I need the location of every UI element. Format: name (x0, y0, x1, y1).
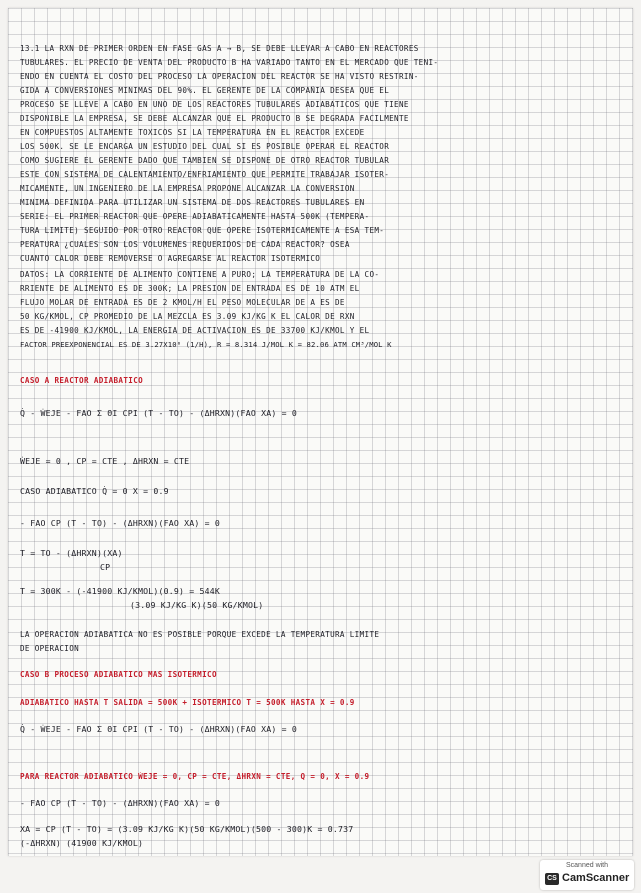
problem-statement-line-5: PROCESO SE LLEVE A CABO EN UNO DE LOS REACTORES TUBULARES ADIABATICOS QUE TIENE (20, 100, 409, 109)
data-line-5: ES DE -41900 KJ/KMOL, LA ENERGIA DE ACTIVACION ES DE 33700 KJ/KMOL Y EL (20, 326, 370, 335)
temperature-calculation-denominator: (3.09 KJ/KG K)(50 KG/KMOL) (130, 600, 264, 610)
camscanner-watermark (540, 860, 634, 890)
data-line-6: FACTOR PREEXPONENCIAL ES DE 3.27X10⁶ (1/H), R = 8.314 J/MOL K = 82.06 ATM CM³/MOL K (20, 340, 392, 349)
data-line-3: FLUJO MOLAR DE ENTRADA ES DE 2 KMOL/H EL PESO MOLECULAR DE A ES DE (20, 298, 345, 307)
assumptions-line: ẆEJE = 0 , CP = CTE , ΔHRXN = CTE (20, 456, 190, 466)
case-b-strategy: ADIABATICO HASTA T SALIDA = 500K + ISOTERMICO T = 500K HASTA X = 0.9 (20, 698, 355, 707)
problem-statement-line-6: DISPONIBLE LA EMPRESA, SE DEBE ALCANZAR QUE EL PRODUCTO B SE DEGRADA FACILMENTE (20, 114, 409, 123)
adiabatic-case-conditions: CASO ADIABATICO Q̇ = 0 X = 0.9 (20, 486, 169, 496)
scanner-brand: CamScanner (562, 872, 630, 884)
temperature-formula: T = TO - (ΔHRXN)(XA) (20, 548, 123, 558)
simplified-balance-equation-b: - FAO CP (T - TO) - (ΔHRXN)(FAO XA) = 0 (20, 798, 221, 808)
conclusion-line-1: LA OPERACION ADIABATICA NO ES POSIBLE PORQUE EXCEDE LA TEMPERATURA LIMITE (20, 630, 380, 639)
camscanner-logo-icon: CS (545, 873, 559, 885)
temperature-calculation: T = 300K - (-41900 KJ/KMOL)(0.9) = 544K (20, 586, 221, 596)
problem-statement-line-14: TURA LIMITE) SEGUIDO POR OTRO REACTOR QUE OPERE ISOTERMICAMENTE A ESA TEM- (20, 226, 385, 235)
energy-balance-equation-b: Q̇ - ẆEJE - FAO Σ ΘI CPI (T - TO) - (ΔHRXN)(FAO XA) = 0 (20, 724, 297, 734)
data-line-2: RRIENTE DE ALIMENTO ES DE 300K; LA PRESION DE ENTRADA ES DE 10 ATM EL (20, 284, 360, 293)
simplified-balance-equation: - FAO CP (T - TO) - (ΔHRXN)(FAO XA) = 0 (20, 518, 221, 528)
data-line-4: 50 KG/KMOL, CP PROMEDIO DE LA MEZCLA ES 3.09 KJ/KG K EL CALOR DE RXN (20, 312, 355, 321)
conclusion-line-2: DE OPERACION (20, 644, 80, 653)
case-a-heading: CASO A REACTOR ADIABATICO (20, 376, 144, 385)
problem-statement-line-3: ENDO EN CUENTA EL COSTO DEL PROCESO LA OPERACION DEL REACTOR SE HA VISTO RESTRIN- (20, 72, 419, 81)
problem-statement-line-8: LOS 500K. SE LE ENCARGA UN ESTUDIO DEL CUAL SI ES POSIBLE OPERAR EL REACTOR (20, 142, 390, 151)
conversion-calculation: XA = CP (T - TO) = (3.09 KJ/KG K)(50 KG/KMOL)(500 - 300)K = 0.737 (20, 824, 354, 834)
energy-balance-equation: Q̇ - ẆEJE - FAO Σ ΘI CPI (T - TO) - (ΔHRXN)(FAO XA) = 0 (20, 408, 297, 418)
problem-statement-line-9: COMO SUGIERE EL GERENTE DADO QUE TAMBIEN SE DISPONE DE OTRO REACTOR TUBULAR (20, 156, 390, 165)
problem-statement-line-16: CUANTO CALOR DEBE REMOVERSE O AGREGARSE AL REACTOR ISOTERMICO (20, 254, 321, 263)
problem-statement-line-15: PERATURA ¿CUALES SON LOS VOLUMENES REQUERIDOS DE CADA REACTOR? OSEA (20, 240, 350, 249)
problem-statement-line-2: TUBULARES. EL PRECIO DE VENTA DEL PRODUCTO B HA VARIADO TANTO EN EL MERCADO QUE TENI- (20, 58, 439, 67)
scanner-caption: Scanned with (565, 862, 609, 869)
problem-statement-line-12: MINIMA DEFINIDA PARA UTILIZAR UN SISTEMA DE DOS REACTORES TUBULARES EN (20, 198, 365, 207)
problem-statement-line-13: SERIE: EL PRIMER REACTOR QUE OPERE ADIABATICAMENTE HASTA 500K (TEMPERA- (20, 212, 370, 221)
problem-statement-line-1: 13.1 LA RXN DE PRIMER ORDEN EN FASE GAS A → B, SE DEBE LLEVAR A CABO EN REACTORES (20, 44, 419, 53)
case-b-heading: CASO B PROCESO ADIABATICO MAS ISOTERMICO (20, 670, 217, 679)
problem-statement-line-4: GIDA A CONVERSIONES MINIMAS DEL 90%. EL GERENTE DE LA COMPAÑIA DESEA QUE EL (20, 86, 390, 95)
conversion-calculation-denominator: (-ΔHRXN) (41900 KJ/KMOL) (20, 838, 144, 848)
problem-statement-line-11: MICAMENTE, UN INGENIERO DE LA EMPRESA PROPONE ALCANZAR LA CONVERSION (20, 184, 355, 193)
adiabatic-reactor-conditions: PARA REACTOR ADIABATICO ẆEJE = 0, CP = CTE, ΔHRXN = CTE, Q̇ = 0, X = 0.9 (20, 772, 370, 781)
data-line-1: DATOS: LA CORRIENTE DE ALIMENTO CONTIENE A PURO; LA TEMPERATURA DE LA CO- (20, 270, 380, 279)
problem-statement-line-10: ESTE CON SISTEMA DE CALENTAMIENTO/ENFRIAMIENTO QUE PERMITE TRABAJAR ISOTER- (20, 170, 390, 179)
notebook-page (8, 8, 633, 856)
problem-statement-line-7: EN COMPUESTOS ALTAMENTE TOXICOS SI LA TEMPERATURA EN EL REACTOR EXCEDE (20, 128, 365, 137)
temperature-formula-denominator: CP (100, 562, 111, 572)
